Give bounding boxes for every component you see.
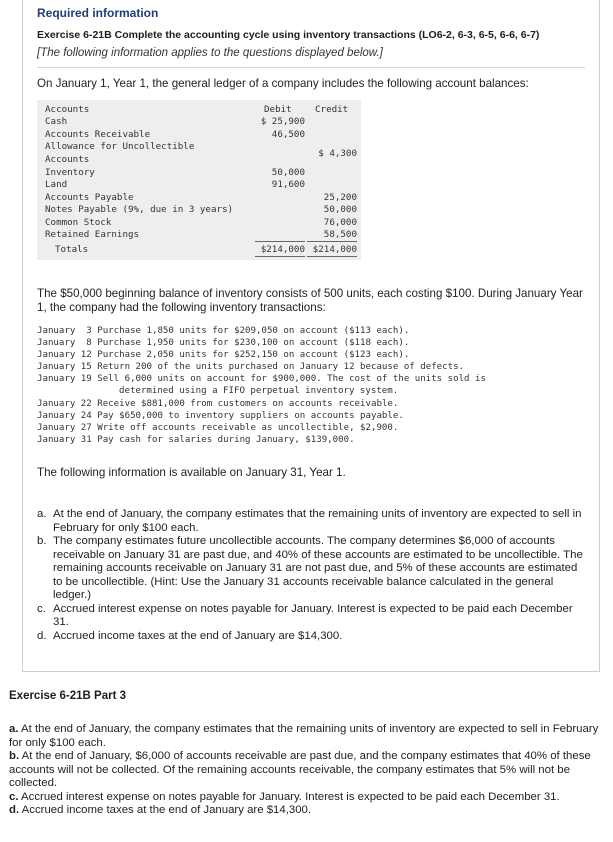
ledger-header-credit: Credit	[315, 104, 349, 115]
transaction-line: determined using a FIFO perpetual inventory system.	[119, 386, 399, 396]
part-item-text: Accrued income taxes at the end of January are $14,300.	[21, 804, 312, 816]
ledger-row-credit: 25,200	[323, 192, 357, 203]
ledger-row-account: Notes Payable (9%, due in 3 years)	[45, 204, 234, 215]
ledger-row-debit: 50,000	[271, 167, 305, 178]
transaction-line: January 12 Purchase 2,050 units for $252,150 on account ($123 each).	[37, 350, 410, 360]
adjustment-label: c.	[37, 602, 46, 615]
required-information-heading: Required information	[37, 6, 159, 20]
ledger-row-account: Accounts Receivable	[45, 129, 151, 140]
ledger-total-debit: $214,000	[260, 244, 305, 255]
ledger-debit-double-rule	[255, 256, 305, 257]
adjustment-item	[37, 630, 589, 644]
ledger-table	[37, 100, 361, 260]
part-item-label: c.	[9, 790, 19, 803]
ledger-row-account: Accounts Payable	[45, 192, 134, 203]
divider	[37, 67, 585, 68]
transaction-line: January 3 Purchase 1,850 units for $209,050 on account ($113 each).	[37, 326, 410, 336]
ledger-debit-subtotal-rule	[255, 241, 305, 242]
adjustment-label: a.	[37, 508, 47, 520]
part-item-text: At the end of January, $6,000 of accounts receivable are past due, and the company estimates that 40% of these accounts will not be collected. Of the remaining accounts receivable, the company estimates that 5% will not be collected.	[9, 750, 591, 789]
adjustment-text: Accrued interest expense on notes payable for January. Interest is expected to be paid each December 31.	[53, 602, 573, 628]
ledger-row-credit: $ 4,300	[318, 148, 357, 159]
ledger-row-debit: 46,500	[271, 129, 305, 140]
part-item-label: a.	[9, 723, 19, 735]
following-info-text: The following information is available on January 31, Year 1.	[37, 466, 346, 479]
part-item	[9, 804, 601, 818]
ledger-row-account: Allowance for Uncollectible	[45, 141, 195, 152]
ledger-row-account: Accounts	[45, 154, 90, 165]
part-item-label: b.	[9, 750, 20, 762]
part-title: Exercise 6-21B Part 3	[9, 690, 126, 702]
part-item-text: At the end of January, the company estimates that the remaining units of inventory are expected to sell in February for only $100 each.	[9, 723, 599, 749]
ledger-row-account: Retained Earnings	[45, 229, 140, 240]
ledger-credit-double-rule	[307, 256, 357, 257]
ledger-row-debit: $ 25,900	[260, 116, 305, 127]
transaction-line: January 19 Sell 6,000 units on account for $900,000. The cost of the units sold is	[37, 374, 486, 384]
intro-text: On January 1, Year 1, the general ledger of a company includes the following account balances:	[37, 77, 529, 90]
adjustments-list	[37, 508, 589, 643]
adjustment-text: At the end of January, the company estimates that the remaining units of inventory are expected to sell in February for only $100 each.	[53, 508, 582, 534]
adjustment-item	[37, 603, 589, 630]
part-item-label: d.	[9, 804, 20, 816]
ledger-row-account: Common Stock	[45, 217, 112, 228]
adjustment-item	[37, 535, 589, 603]
transaction-line: January 24 Pay $650,000 to inventory suppliers on accounts payable.	[37, 411, 404, 421]
ledger-header-debit: Debit	[264, 104, 292, 115]
transaction-line: January 15 Return 200 of the units purchased on January 12 because of defects.	[37, 362, 465, 372]
part-items-list	[9, 723, 601, 818]
ledger-credit-subtotal-rule	[307, 241, 357, 242]
ledger-row-credit: 76,000	[323, 217, 357, 228]
adjustment-item	[37, 508, 589, 535]
ledger-header-accounts: Accounts	[45, 104, 90, 115]
instruction-note: [The following information applies to the questions displayed below.]	[37, 47, 383, 59]
ledger-totals-label: Totals	[55, 244, 89, 255]
ledger-total-credit: $214,000	[312, 244, 357, 255]
transaction-line: January 8 Purchase 1,950 units for $230,100 on account ($118 each).	[37, 338, 410, 348]
part-item	[9, 791, 601, 805]
ledger-row-credit: 50,000	[323, 204, 357, 215]
inventory-text: The $50,000 beginning balance of inventory consists of 500 units, each costing $100. During January Year 1, the company had the following inventory transactions:	[37, 287, 583, 314]
exercise-title: Exercise 6-21B Complete the accounting cycle using inventory transactions (LO6-2, 6-3, 6-5, 6-6, 6-7)	[37, 29, 540, 41]
adjustment-text: The company estimates future uncollectible accounts. The company determines $6,000 of accounts receivable on January 31 are past due, and 40% of these accounts are estimated to be uncollectible. The remaining accounts receivable on January 31 are not past due, and 5% of these accounts are estimated to be uncollectible. (Hint: Use the January 31 accounts receivable balance calculated in the general ledger.)	[53, 535, 583, 601]
transaction-line: January 22 Receive $881,000 from customers on accounts receivable.	[37, 399, 399, 409]
part-item-text: Accrued interest expense on notes payable for January. Interest is expected to be paid each December 31.	[21, 790, 560, 803]
transaction-line: January 31 Pay cash for salaries during January, $139,000.	[37, 435, 355, 445]
adjustment-label: d.	[37, 629, 47, 642]
ledger-row-account: Land	[45, 179, 68, 190]
part-item	[9, 723, 601, 750]
adjustment-text: Accrued income taxes at the end of January are $14,300.	[53, 629, 343, 642]
part-item	[9, 750, 601, 791]
ledger-row-account: Cash	[45, 116, 68, 127]
transaction-line: January 27 Write off accounts receivable as uncollectible, $2,900.	[37, 423, 399, 433]
ledger-row-credit: 58,500	[323, 229, 357, 240]
adjustment-label: b.	[37, 535, 47, 547]
required-information-panel	[22, 0, 600, 672]
ledger-row-debit: 91,600	[271, 179, 305, 190]
ledger-row-account: Inventory	[45, 167, 95, 178]
